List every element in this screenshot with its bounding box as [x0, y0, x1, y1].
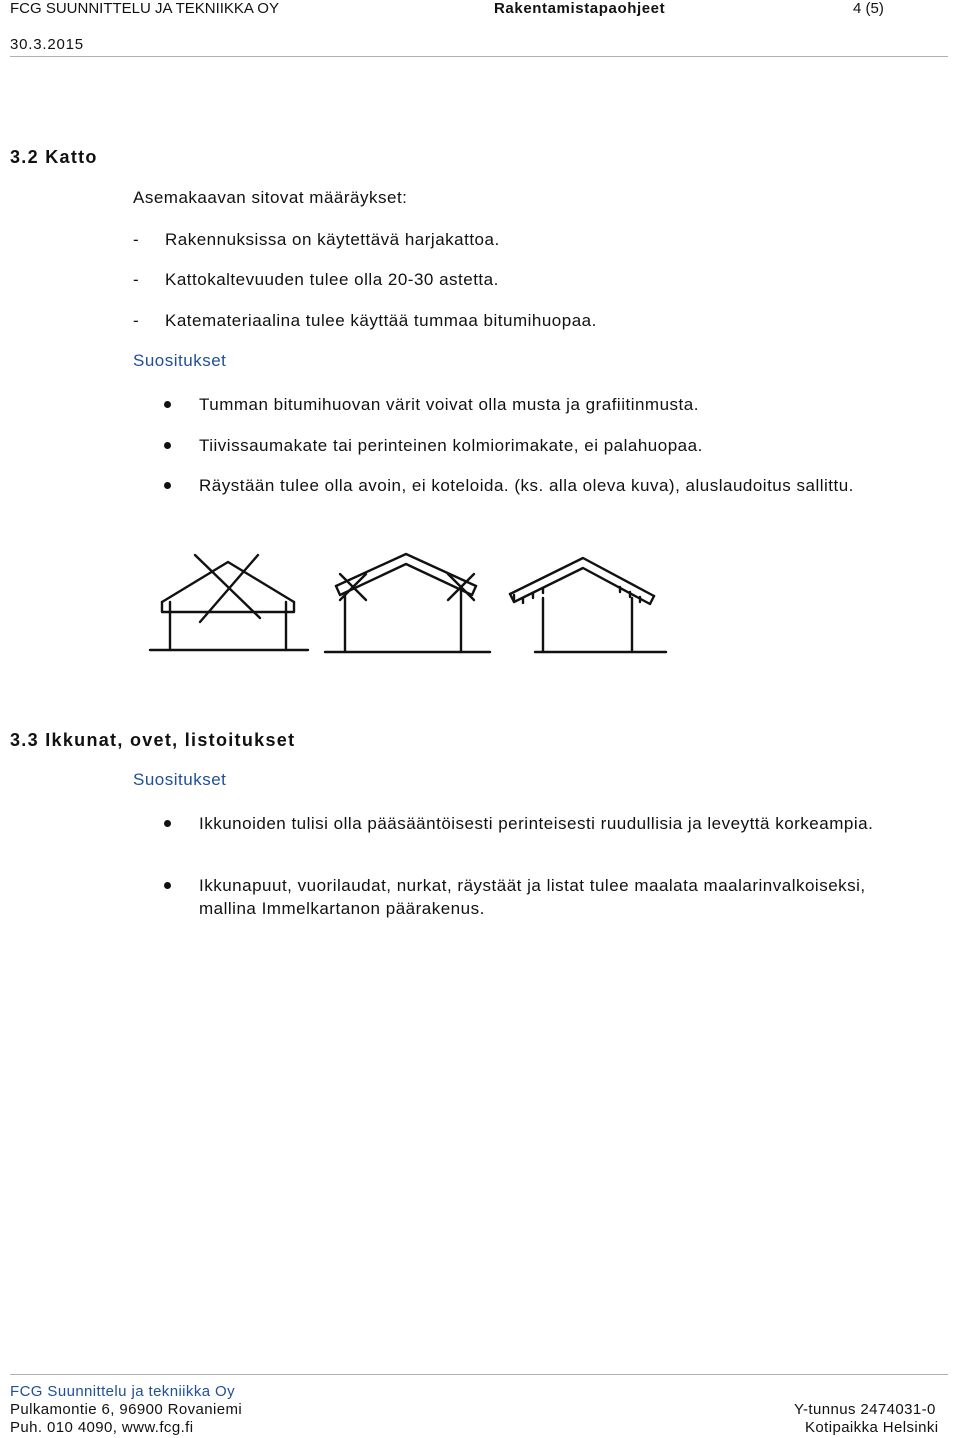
bullet-icon	[164, 882, 171, 889]
header-divider	[10, 56, 948, 57]
section-heading-roof: 3.2 Katto	[10, 147, 98, 167]
footer-contact: Puh. 010 4090, www.fcg.fi	[10, 1419, 194, 1436]
section-heading-windows: 3.3 Ikkunat, ovet, listoitukset	[10, 730, 296, 750]
footer-business-id: Y-tunnus 2474031-0	[794, 1401, 936, 1418]
closed-eaves-sketch	[150, 555, 308, 650]
bullet-icon	[164, 482, 171, 489]
eaves-sketch-illustration	[140, 540, 680, 665]
list-item: Ikkunoiden tulisi olla pääsääntöisesti perinteisesti ruudullisia ja leveyttä korkeampia.	[199, 814, 874, 833]
header-page-number: 4 (5)	[853, 0, 884, 17]
list-item: Tumman bitumihuovan värit voivat olla musta ja grafiitinmusta.	[199, 395, 699, 414]
header-document-title: Rakentamistapaohjeet	[494, 0, 666, 17]
bullet-icon	[164, 442, 171, 449]
open-eaves-sketch	[510, 558, 666, 652]
bullet-icon	[164, 401, 171, 408]
list-item: Katemateriaalina tulee käyttää tummaa bitumihuopaa.	[165, 311, 597, 330]
list-item: Rakennuksissa on käytettävä harjakattoa.	[165, 230, 500, 249]
list-dash: -	[133, 311, 140, 330]
list-item: Räystään tulee olla avoin, ei koteloida. (ks. alla oleva kuva), aluslaudoitus sallittu.	[199, 476, 854, 495]
footer-company: FCG Suunnittelu ja tekniikka Oy	[10, 1383, 235, 1400]
boxed-eaves-sketch	[325, 554, 490, 652]
header-company: FCG SUUNNITTELU JA TEKNIIKKA OY	[10, 0, 279, 17]
recommendations-heading-windows: Suositukset	[133, 770, 227, 789]
bullet-icon	[164, 820, 171, 827]
list-item: Ikkunapuut, vuorilaudat, nurkat, räystäät ja listat tulee maalata maalarinvalkoiseksi, mallina Immelkartanon päärakenus.	[199, 876, 866, 918]
footer-address: Pulkamontie 6, 96900 Rovaniemi	[10, 1401, 243, 1418]
recommendations-heading-roof: Suositukset	[133, 351, 227, 370]
list-dash: -	[133, 270, 140, 289]
footer-divider	[10, 1374, 948, 1375]
list-item: Kattokaltevuuden tulee olla 20-30 astetta.	[165, 270, 499, 289]
footer-domicile: Kotipaikka Helsinki	[805, 1419, 939, 1436]
binding-regulations-heading: Asemakaavan sitovat määräykset:	[133, 188, 408, 207]
header-date: 30.3.2015	[10, 36, 84, 53]
list-item: Tiivissaumakate tai perinteinen kolmiorimakate, ei palahuopaa.	[199, 436, 703, 455]
list-dash: -	[133, 230, 140, 249]
